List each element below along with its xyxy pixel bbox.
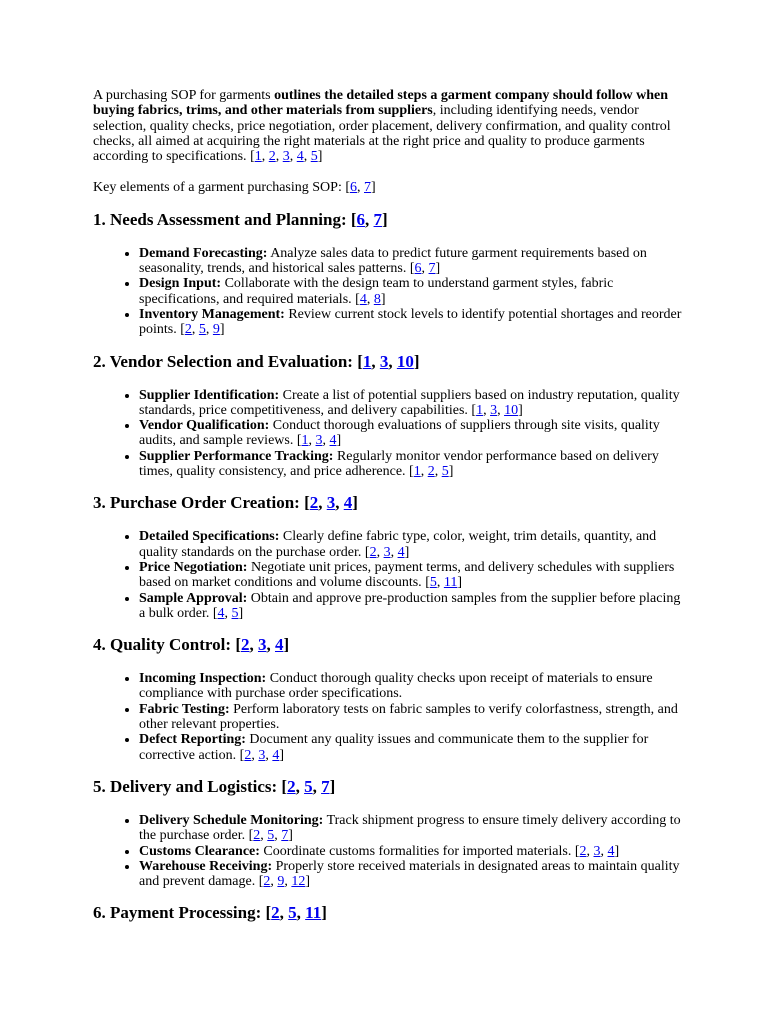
list-item-term: Sample Approval: bbox=[139, 590, 248, 606]
list-item-citation-link[interactable]: 4 bbox=[359, 291, 367, 307]
section-2 bbox=[93, 352, 683, 480]
list-item-text: Regularly monitor vendor performance based on delivery times, quality consistency, and price adherence. bbox=[139, 448, 659, 480]
section-heading-citation-link[interactable]: 4 bbox=[274, 635, 284, 655]
list-item-citations: [2, 5, 9] bbox=[180, 322, 225, 338]
section-heading-citations: [2, 3, 4] bbox=[304, 493, 358, 513]
list-item-citation-link[interactable]: 5 bbox=[429, 575, 437, 591]
list-item-text: Collaborate with the design team to understand garment styles, fabric specifications, and required materials. bbox=[139, 276, 614, 307]
section-heading bbox=[93, 210, 683, 230]
list-item-text: Coordinate customs formalities for imported materials. bbox=[263, 843, 572, 859]
list-item-citation-link[interactable]: 2 bbox=[427, 464, 435, 480]
list-item bbox=[139, 702, 683, 733]
list-item-citations: [4, 5] bbox=[212, 605, 244, 621]
section-heading-citations: [2, 5, 11] bbox=[265, 903, 327, 923]
list-item-citation-link[interactable]: 1 bbox=[476, 402, 484, 418]
list-item-citation-link[interactable]: 4 bbox=[607, 843, 615, 859]
intro-text-start: A purchasing SOP for garments bbox=[93, 88, 275, 103]
section-1 bbox=[93, 210, 683, 338]
key-elements-citation-link[interactable]: 6 bbox=[350, 180, 357, 196]
list-item bbox=[139, 276, 683, 307]
list-item-citation-link[interactable]: 2 bbox=[244, 747, 252, 763]
list-item-citation-link[interactable]: 3 bbox=[258, 747, 266, 763]
list-item-term: Warehouse Receiving: bbox=[139, 858, 273, 874]
sections-container bbox=[93, 210, 683, 924]
list-item-citation-link[interactable]: 5 bbox=[198, 322, 206, 338]
list-item-citation-link[interactable]: 3 bbox=[593, 843, 601, 859]
section-heading-citations: [2, 5, 7] bbox=[281, 776, 336, 796]
section-heading-citation-link[interactable]: 10 bbox=[396, 351, 414, 371]
section-heading-text: 5. Delivery and Logistics: bbox=[93, 776, 278, 796]
key-elements-citation-link[interactable]: 7 bbox=[364, 180, 371, 196]
key-elements-text: Key elements of a garment purchasing SOP: bbox=[93, 180, 342, 196]
list-item bbox=[139, 449, 683, 480]
section-heading bbox=[93, 777, 683, 797]
section-bullet-list bbox=[93, 529, 683, 621]
list-item bbox=[139, 388, 683, 419]
section-heading bbox=[93, 493, 683, 513]
list-item-citation-link[interactable]: 9 bbox=[277, 874, 285, 890]
list-item bbox=[139, 307, 683, 338]
list-item bbox=[139, 732, 683, 763]
section-heading-citation-link[interactable]: 3 bbox=[257, 635, 267, 655]
section-heading bbox=[93, 903, 683, 923]
list-item-term: Incoming Inspection: bbox=[139, 671, 267, 687]
section-bullet-list bbox=[93, 813, 683, 889]
section-heading-citation-link[interactable]: 2 bbox=[271, 903, 280, 923]
list-item-term: Supplier Identification: bbox=[139, 387, 280, 403]
list-item-citation-link[interactable]: 7 bbox=[281, 828, 289, 844]
list-item-term: Customs Clearance: bbox=[139, 843, 260, 859]
list-item-citation-link[interactable]: 9 bbox=[212, 322, 220, 338]
intro-citation-link[interactable]: 5 bbox=[310, 149, 318, 165]
list-item-text: Analyze sales data to predict future garment requirements based on seasonality, trends, and historical sales patterns. bbox=[139, 245, 647, 277]
section-heading-citation-link[interactable]: 5 bbox=[304, 776, 313, 796]
intro-citations: [1, 2, 3, 4, 5] bbox=[250, 149, 323, 165]
section-heading-text: 2. Vendor Selection and Evaluation: bbox=[93, 351, 353, 371]
list-item-citation-link[interactable]: 12 bbox=[291, 874, 306, 890]
key-elements-citations: [6, 7] bbox=[345, 180, 376, 196]
list-item-term: Fabric Testing: bbox=[139, 701, 230, 717]
section-heading-citation-link[interactable]: 5 bbox=[288, 903, 297, 923]
list-item-term: Price Negotiation: bbox=[139, 559, 248, 575]
section-heading-text: 3. Purchase Order Creation: bbox=[93, 493, 300, 513]
list-item-citation-link[interactable]: 10 bbox=[504, 402, 519, 418]
list-item-text: Review current stock levels to identify potential shortages and reorder points. bbox=[139, 306, 682, 338]
section-heading-citation-link[interactable]: 2 bbox=[287, 776, 296, 796]
list-item-citation-link[interactable]: 2 bbox=[369, 544, 377, 560]
section-4 bbox=[93, 635, 683, 763]
list-item-citation-link[interactable]: 1 bbox=[301, 433, 309, 449]
list-item-text: Negotiate unit prices, payment terms, and delivery schedules with suppliers based on market conditions and volume discounts. bbox=[139, 559, 675, 591]
list-item-citation-link[interactable]: 1 bbox=[413, 464, 421, 480]
list-item bbox=[139, 671, 683, 702]
list-item-citation-link[interactable]: 2 bbox=[184, 322, 192, 338]
list-item-citation-link[interactable]: 8 bbox=[373, 291, 381, 307]
section-heading-citation-link[interactable]: 7 bbox=[321, 776, 330, 796]
list-item-citations: [2, 5, 7] bbox=[248, 828, 293, 844]
list-item-citation-link[interactable]: 2 bbox=[253, 828, 261, 844]
intro-citation-link[interactable]: 3 bbox=[282, 149, 290, 165]
section-3 bbox=[93, 493, 683, 621]
list-item-citations: [5, 11] bbox=[425, 575, 463, 591]
list-item-term: Demand Forecasting: bbox=[139, 245, 268, 261]
section-heading-text: 6. Payment Processing: bbox=[93, 903, 262, 923]
list-item bbox=[139, 529, 683, 560]
section-heading-citation-link[interactable]: 3 bbox=[379, 351, 389, 371]
list-item-term: Vendor Qualification: bbox=[139, 418, 270, 434]
list-item-term: Supplier Performance Tracking: bbox=[139, 448, 334, 464]
list-item-citations: [2, 3, 4] bbox=[574, 843, 620, 859]
section-heading-text: 1. Needs Assessment and Planning: bbox=[93, 209, 347, 229]
list-item bbox=[139, 246, 683, 277]
list-item-citations: [4, 8] bbox=[355, 291, 386, 307]
list-item-text: Perform laboratory tests on fabric samples to verify colorfastness, strength, and other relevant properties. bbox=[139, 701, 678, 733]
list-item-text: Properly store received materials in designated areas to maintain quality and prevent damage. bbox=[139, 858, 680, 890]
list-item-citation-link[interactable]: 4 bbox=[329, 433, 337, 449]
list-item-citation-link[interactable]: 11 bbox=[443, 575, 458, 591]
intro-citation-link[interactable]: 4 bbox=[296, 149, 304, 165]
list-item-citation-link[interactable]: 6 bbox=[414, 261, 422, 277]
section-heading-text: 4. Quality Control: bbox=[93, 635, 232, 655]
list-item bbox=[139, 560, 683, 591]
list-item-citation-link[interactable]: 5 bbox=[231, 605, 239, 621]
list-item-citations: [1, 3, 4] bbox=[296, 433, 342, 449]
list-item bbox=[139, 844, 683, 859]
section-heading-citation-link[interactable]: 7 bbox=[373, 209, 383, 229]
list-item-citation-link[interactable]: 5 bbox=[441, 464, 449, 480]
section-heading-citation-link[interactable]: 1 bbox=[362, 351, 372, 371]
section-bullet-list bbox=[93, 671, 683, 763]
list-item-term: Design Input: bbox=[139, 276, 222, 292]
list-item-citations: [2, 3, 4] bbox=[239, 747, 285, 763]
section-heading bbox=[93, 635, 683, 655]
list-item-citations: [1, 3, 10] bbox=[471, 402, 523, 418]
list-item-citation-link[interactable]: 3 bbox=[315, 433, 323, 449]
section-6 bbox=[93, 903, 683, 923]
list-item-citations: [1, 2, 5] bbox=[409, 464, 454, 480]
section-heading-citation-link[interactable]: 11 bbox=[305, 903, 322, 923]
intro-paragraph bbox=[93, 88, 683, 164]
list-item-citation-link[interactable]: 3 bbox=[383, 544, 391, 560]
list-item-citation-link[interactable]: 2 bbox=[263, 874, 271, 890]
list-item-text: Create a list of potential suppliers based on industry reputation, quality standards, price competitiveness, and delivery capabilities. bbox=[139, 387, 680, 418]
list-item-term: Defect Reporting: bbox=[139, 732, 246, 748]
list-item bbox=[139, 418, 683, 449]
section-bullet-list bbox=[93, 246, 683, 338]
section-5 bbox=[93, 777, 683, 889]
list-item bbox=[139, 591, 683, 622]
section-heading-citations: [1, 3, 10] bbox=[357, 351, 420, 371]
list-item-citations: [2, 3, 4] bbox=[364, 544, 410, 560]
section-heading-citation-link[interactable]: 2 bbox=[309, 493, 319, 513]
intro-citation-link[interactable]: 1 bbox=[254, 149, 262, 165]
document-body bbox=[93, 88, 683, 923]
list-item-text: Conduct thorough evaluations of suppliers through site visits, quality audits, and sample reviews. bbox=[139, 418, 660, 449]
list-item-text: Document any quality issues and communicate them to the supplier for corrective action. bbox=[139, 732, 649, 763]
list-item-citation-link[interactable]: 4 bbox=[217, 605, 225, 621]
list-item-citations: [6, 7] bbox=[409, 261, 441, 277]
section-heading-citation-link[interactable]: 3 bbox=[326, 493, 336, 513]
list-item-text: Conduct thorough quality checks upon receipt of materials to ensure compliance with purchase order specifications. bbox=[139, 671, 653, 702]
section-heading-citations: [6, 7] bbox=[350, 209, 388, 229]
list-item-citation-link[interactable]: 5 bbox=[267, 828, 275, 844]
list-item-text: Track shipment progress to ensure timely delivery according to the purchase order. bbox=[139, 812, 681, 844]
list-item bbox=[139, 813, 683, 844]
key-elements-paragraph bbox=[93, 180, 683, 195]
section-heading-citation-link[interactable]: 6 bbox=[356, 209, 366, 229]
list-item-citations: [2, 9, 12] bbox=[258, 874, 311, 890]
section-heading-citation-link[interactable]: 4 bbox=[343, 493, 353, 513]
intro-text-end: , including identifying needs, vendor selection, quality checks, price negotiation, order placement, delivery confirmation, and quality control checks, all aimed at acquiring the right materials at the right price and quality to produce garments according to specifications. bbox=[93, 103, 671, 165]
intro-citation-link[interactable]: 2 bbox=[268, 149, 276, 165]
list-item-citation-link[interactable]: 4 bbox=[397, 544, 405, 560]
list-item-text: Obtain and approve pre-production samples from the supplier before placing a bulk order. bbox=[139, 590, 681, 621]
section-heading bbox=[93, 352, 683, 372]
list-item bbox=[139, 859, 683, 890]
list-item-citation-link[interactable]: 4 bbox=[272, 747, 280, 763]
list-item-term: Delivery Schedule Monitoring: bbox=[139, 812, 324, 828]
list-item-text: Clearly define fabric type, color, weight, trim details, quantity, and quality standards on the purchase order. bbox=[139, 529, 657, 560]
intro-bold-text: outlines the detailed steps a garment company should follow when buying fabrics, trims, and other materials from suppliers bbox=[93, 88, 669, 119]
section-heading-citation-link[interactable]: 2 bbox=[240, 635, 250, 655]
list-item-citation-link[interactable]: 3 bbox=[490, 402, 498, 418]
list-item-citation-link[interactable]: 2 bbox=[579, 843, 587, 859]
list-item-citation-link[interactable]: 7 bbox=[428, 261, 436, 277]
section-bullet-list bbox=[93, 388, 683, 480]
list-item-term: Detailed Specifications: bbox=[139, 529, 280, 545]
section-heading-citations: [2, 3, 4] bbox=[235, 635, 290, 655]
list-item-term: Inventory Management: bbox=[139, 306, 285, 322]
